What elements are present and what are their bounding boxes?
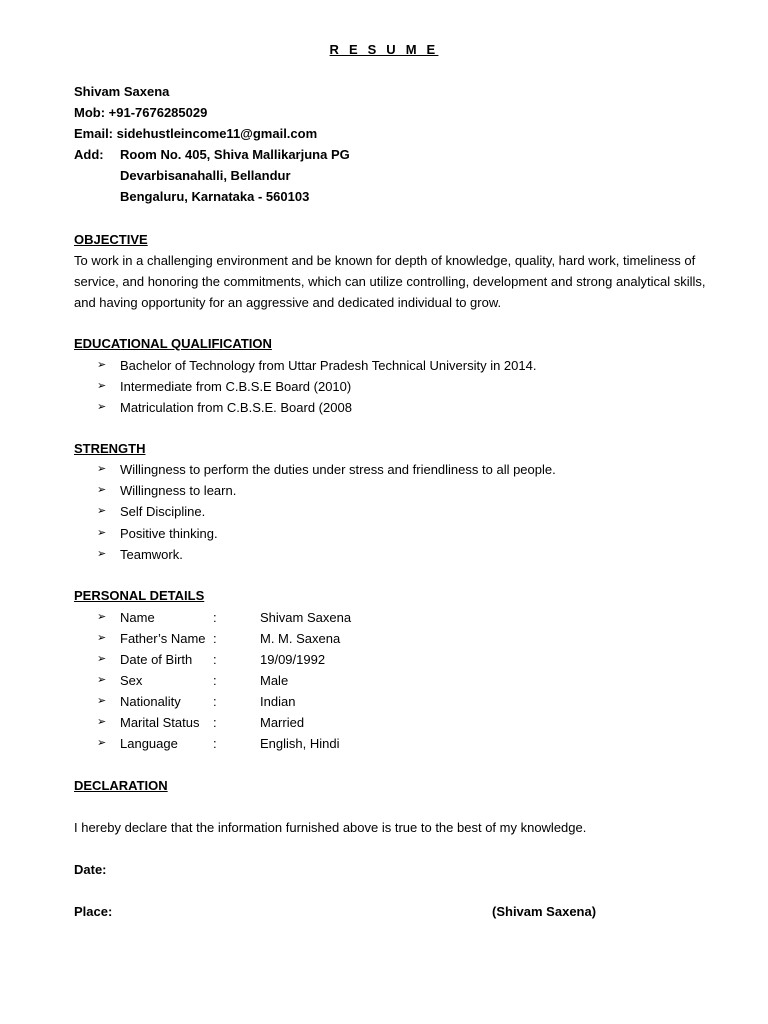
personal-separator: : xyxy=(213,610,217,625)
personal-separator: : xyxy=(213,652,217,667)
address-label: Add: xyxy=(74,147,104,162)
strength-heading: STRENGTH xyxy=(74,441,146,456)
bullet-arrow-icon: ➢ xyxy=(97,716,107,728)
signature-name: (Shivam Saxena) xyxy=(492,904,597,919)
personal-value-nationality: Indian xyxy=(260,694,296,709)
place-label: Place: xyxy=(74,904,113,919)
personal-value-language: English, Hindi xyxy=(260,736,340,751)
personal-value-dob: 19/09/1992 xyxy=(260,652,326,667)
objective-line-3: and having opportunity for an aggressive and dedicated individual to grow. xyxy=(74,295,502,310)
bullet-arrow-icon: ➢ xyxy=(97,611,107,623)
applicant-name: Shivam Saxena xyxy=(74,84,170,99)
declaration-text: I hereby declare that the information furnished above is true to the best of my knowledge. xyxy=(74,820,587,835)
bullet-arrow-icon: ➢ xyxy=(97,548,107,560)
bullet-arrow-icon: ➢ xyxy=(97,505,107,517)
bullet-arrow-icon: ➢ xyxy=(97,695,107,707)
bullet-arrow-icon: ➢ xyxy=(97,380,107,392)
personal-label-dob: Date of Birth xyxy=(120,652,193,667)
personal-separator: : xyxy=(213,694,217,709)
strength-item: Willingness to learn. xyxy=(120,483,237,498)
personal-value-sex: Male xyxy=(260,673,289,688)
personal-separator: : xyxy=(213,736,217,751)
bullet-arrow-icon: ➢ xyxy=(97,401,107,413)
personal-label-sex: Sex xyxy=(120,673,143,688)
personal-label-marital: Marital Status xyxy=(120,715,200,730)
bullet-arrow-icon: ➢ xyxy=(97,632,107,644)
bullet-arrow-icon: ➢ xyxy=(97,674,107,686)
declaration-heading: DECLARATION xyxy=(74,778,168,793)
strength-item: Positive thinking. xyxy=(120,526,218,541)
personal-value-name: Shivam Saxena xyxy=(260,610,352,625)
personal-separator: : xyxy=(213,673,217,688)
address-line-3: Bengaluru, Karnataka - 560103 xyxy=(120,189,310,204)
address-line-2: Devarbisanahalli, Bellandur xyxy=(120,168,291,183)
bullet-arrow-icon: ➢ xyxy=(97,359,107,371)
education-item: Bachelor of Technology from Uttar Pradesh Technical University in 2014. xyxy=(120,358,537,373)
education-heading: EDUCATIONAL QUALIFICATION xyxy=(74,336,272,351)
bullet-arrow-icon: ➢ xyxy=(97,463,107,475)
objective-line-2: service, and honoring the commitments, which can utilize controlling, development and strong analytical skills, xyxy=(74,274,706,289)
personal-details-heading: PERSONAL DETAILS xyxy=(74,588,205,603)
personal-label-father: Father’s Name xyxy=(120,631,206,646)
personal-label-name: Name xyxy=(120,610,155,625)
objective-line-1: To work in a challenging environment and be known for depth of knowledge, quality, hard work, timeliness of xyxy=(74,253,696,268)
education-item: Intermediate from C.B.S.E Board (2010) xyxy=(120,379,352,394)
address-line-1: Room No. 405, Shiva Mallikarjuna PG xyxy=(120,147,350,162)
strength-item: Willingness to perform the duties under stress and friendliness to all people. xyxy=(120,462,556,477)
mobile-number: Mob: +91-7676285029 xyxy=(74,105,208,120)
bullet-arrow-icon: ➢ xyxy=(97,737,107,749)
document-title: R E S U M E xyxy=(329,42,439,57)
strength-item: Self Discipline. xyxy=(120,504,206,519)
bullet-arrow-icon: ➢ xyxy=(97,484,107,496)
bullet-arrow-icon: ➢ xyxy=(97,527,107,539)
personal-label-nationality: Nationality xyxy=(120,694,181,709)
personal-value-marital: Married xyxy=(260,715,305,730)
objective-heading: OBJECTIVE xyxy=(74,232,148,247)
personal-separator: : xyxy=(213,715,217,730)
strength-item: Teamwork. xyxy=(120,547,183,562)
bullet-arrow-icon: ➢ xyxy=(97,653,107,665)
education-item: Matriculation from C.B.S.E. Board (2008 xyxy=(120,400,352,415)
personal-label-language: Language xyxy=(120,736,178,751)
date-label: Date: xyxy=(74,862,107,877)
personal-separator: : xyxy=(213,631,217,646)
email-address: Email: sidehustleincome11@gmail.com xyxy=(74,126,318,141)
personal-value-father: M. M. Saxena xyxy=(260,631,341,646)
